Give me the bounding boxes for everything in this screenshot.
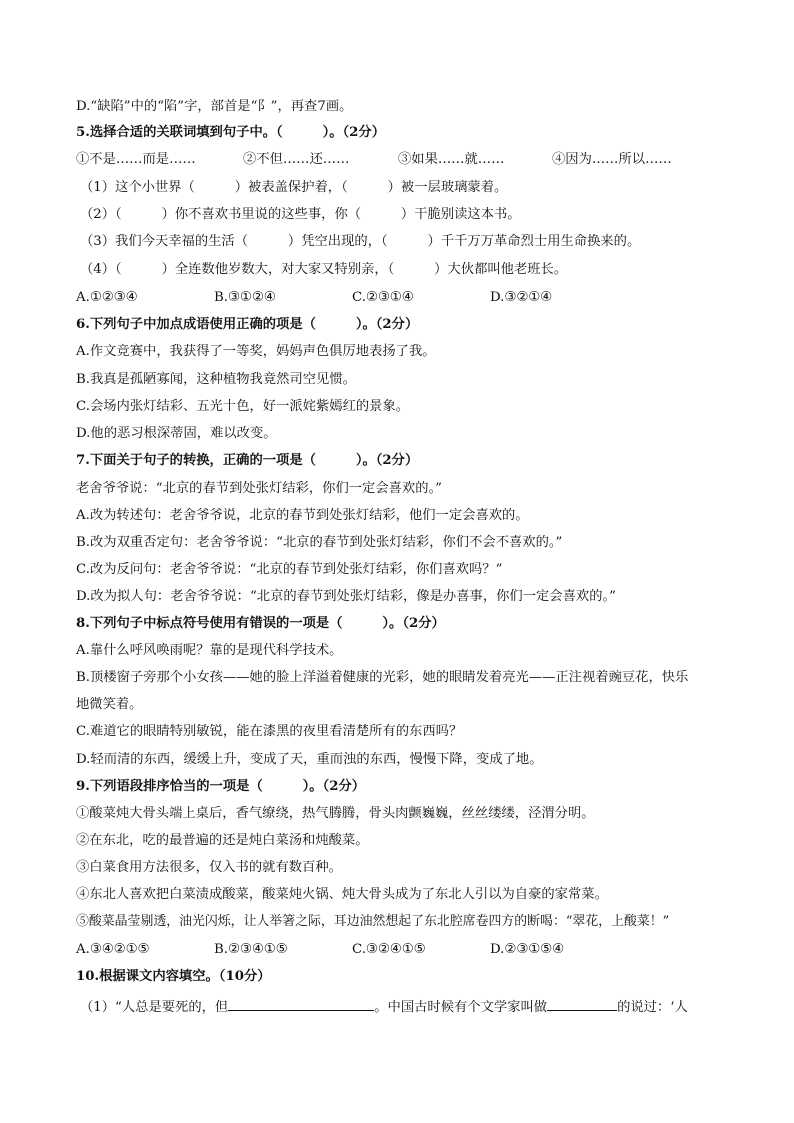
q5-option-c: C.②③①④ [352,290,414,305]
q7-title: 7.下面关于句子的转换，正确的一项是（ ）。（2分） [76,453,419,468]
q8-option-b: B.顶楼窗子旁那个小女孩——她的脸上洋溢着健康的光彩，她的眼睛发着亮光——正注视着豌豆花，快乐 [76,670,689,685]
q5-sentence-3: （3）我们今天幸福的生活（ ）凭空出现的，（ ）千千万万革命烈士用生命换来的。 [80,234,641,249]
q5-option-d: D.③②①④ [490,290,553,305]
q10-item-1-text-b: 。中国古时候有个文学家叫做 [374,1000,548,1015]
conjunction-1: ①不是……而是…… [76,152,196,167]
q4-option-d: D.“缺陷”中的“陷”字，部首是“阝”，再查7画。 [76,99,353,114]
q7-option-a: A.改为转述句：老舍爷爷说，北京的春节到处张灯结彩，他们一定会喜欢的。 [76,508,529,523]
conjunction-4: ④因为……所以…… [552,152,672,167]
q10-item-1-text-c: 的说过：‘人 [617,1000,688,1015]
q5-sentence-2: （2）（ ）你不喜欢书里说的这些事，你（ ）干脆别读这本书。 [80,207,521,222]
q6-option-d: D.他的恶习根深蒂固，难以改变。 [76,426,277,441]
q5-option-a: A.①②③④ [76,290,138,305]
q10-title: 10.根据课文内容填空。（10分） [76,969,271,984]
q9-sentence-1: ①酸菜炖大骨头端上桌后，香气缭绕，热气腾腾，骨头肉颤巍巍，丝丝缕缕，泾渭分明。 [76,806,595,821]
q6-title: 6.下列句子中加点成语使用正确的项是（ ）。（2分） [76,317,419,332]
q9-sentence-5: ⑤酸菜晶莹剔透，油光闪烁，让人举箸之际，耳边油然想起了东北腔席卷四方的断喝：“翠花，上酸菜！” [76,914,670,929]
q7-option-c: C.改为反问句：老舍爷爷说：“北京的春节到处张灯结彩，你们喜欢吗？” [76,562,503,577]
q8-option-b-continued: 地微笑着。 [76,697,143,712]
q9-option-c: C.③②④①⑤ [352,942,426,957]
q6-option-a: A.作文竞赛中，我获得了一等奖，妈妈声色俱厉地表扬了我。 [76,344,436,359]
q7-original-sentence: 老舍爷爷说：“北京的春节到处张灯结彩，你们一定会喜欢的。” [76,481,442,496]
q8-option-c: C.难道它的眼睛特别敏锐，能在漆黑的夜里看清楚所有的东西吗？ [76,724,463,739]
q9-sentence-2: ②在东北，吃的最普遍的还是炖白菜汤和炖酸菜。 [76,833,369,848]
q6-option-b: B.我真是孤陋寡闻，这种植物我竟然司空见惯。 [76,372,356,387]
q5-sentence-1: （1）这个小世界（ ）被表盖保护着，（ ）被一层玻璃蒙着。 [80,180,508,195]
q5-option-b: B.③①②④ [214,290,276,305]
q5-title: 5.选择合适的关联词填到句子中。（ ）。（2分） [76,125,386,140]
conjunction-3: ③如果……就…… [398,152,505,167]
conjunction-2: ②不但……还…… [243,152,350,167]
q9-title: 9.下列语段排序恰当的一项是（ ）。（2分） [76,779,366,794]
q5-sentence-4: （4）（ ）全连数他岁数大，对大家又特别亲，（ ）大伙都叫他老班长。 [80,262,568,277]
q9-option-a: A.③④②①⑤ [76,942,150,957]
q7-option-d: D.改为拟人句：老舍爷爷说：“北京的春节到处张灯结彩，像是办喜事，你们一定会喜欢的。” [76,589,616,604]
q7-option-b: B.改为双重否定句：老舍爷爷说：“北京的春节到处张灯结彩，你们不会不喜欢的。” [76,535,563,550]
q6-option-c: C.会场内张灯结彩、五光十色，好一派姹紫嫣红的景象。 [76,399,410,414]
q8-option-d: D.轻而清的东西，缓缓上升，变成了天，重而浊的东西，慢慢下降，变成了地。 [76,752,543,767]
q8-title: 8.下列句子中标点符号使用有错误的一项是（ ）。（2分） [76,616,445,631]
fill-blank-2[interactable] [547,997,617,1011]
q9-sentence-3: ③白菜食用方法很多，仅入书的就有数百种。 [76,860,342,875]
q8-option-a: A.靠什么呼风唤雨呢？靠的是现代科学技术。 [76,643,343,658]
q9-option-b: B.②③④①⑤ [214,942,288,957]
fill-blank-1[interactable] [228,997,374,1011]
q10-item-1-text-a: （1）“人总是要死的，但 [80,1000,229,1015]
q9-option-d: D.②③①⑤④ [490,942,565,957]
q10-item-1 [80,997,688,1016]
q9-sentence-4: ④东北人喜欢把白菜渍成酸菜，酸菜炖火锅、炖大骨头成为了东北人引以为自豪的家常菜。 [76,887,608,902]
